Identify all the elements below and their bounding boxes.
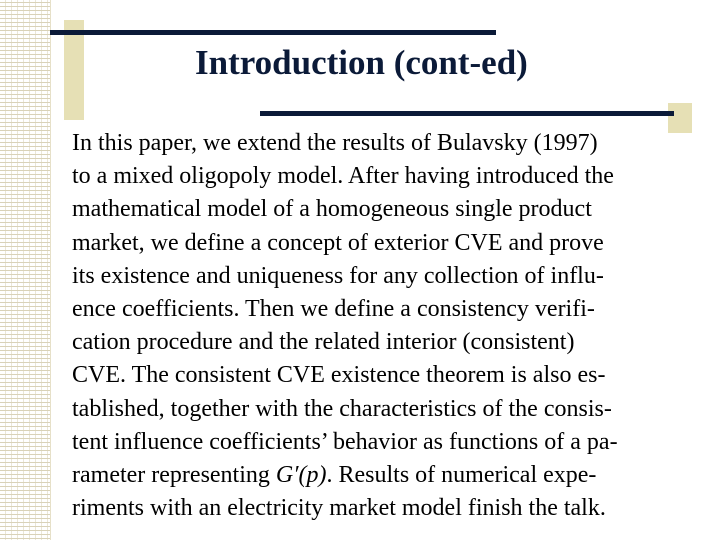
slide-body <box>72 127 712 525</box>
title-rule-bottom <box>260 111 674 116</box>
body-line: its existence and uniqueness for any collection of influ- <box>72 262 604 289</box>
accent-block-top <box>64 20 84 120</box>
body-line-with-math <box>72 459 712 492</box>
math-expression: G′(p) <box>275 462 327 489</box>
body-line: mathematical model of a homogeneous single product <box>72 196 592 223</box>
body-line: riments with an electricity market model finish the talk. <box>72 495 606 522</box>
body-line: In this paper, we extend the results of Bulavsky (1997) <box>72 130 598 156</box>
slide-title: Introduction (cont-ed) <box>195 43 528 82</box>
body-line: market, we define a concept of exterior CVE and prove <box>72 229 604 256</box>
decorative-stripe-strip <box>0 0 51 540</box>
body-line: CVE. The consistent CVE existence theorem is also es- <box>72 362 606 389</box>
body-text-segment: rameter representing <box>72 462 276 489</box>
body-line: to a mixed oligopoly model. After having introduced the <box>72 163 614 190</box>
body-text-segment: . Results of numerical expe- <box>326 462 597 489</box>
body-line: ence coefficients. Then we define a consistency verifi- <box>72 296 595 323</box>
body-line: tent influence coefficients’ behavior as functions of a pa- <box>72 428 618 455</box>
body-line: tablished, together with the characteristics of the consis- <box>72 395 612 422</box>
title-rule-top <box>50 30 496 35</box>
body-line: cation procedure and the related interior (consistent) <box>72 329 575 356</box>
